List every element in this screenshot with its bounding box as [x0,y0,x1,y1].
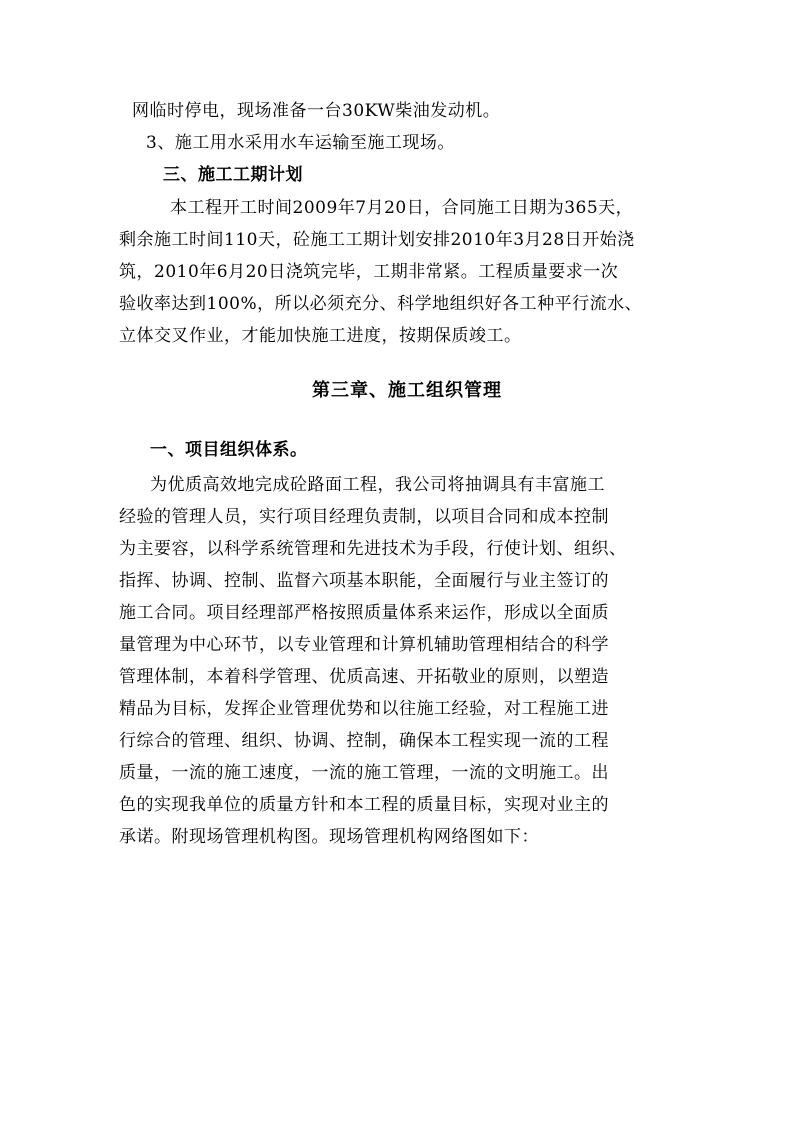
paragraph-line: 经验的管理人员，实行项目经理负责制，以项目合同和成本控制 [119,507,609,527]
paragraph-line: 为优质高效地完成砼路面工程，我公司将抽调具有丰富施工 [150,475,605,495]
section-heading: 一、项目组织体系。 [150,440,308,460]
chapter-title: 第三章、施工组织管理 [312,380,502,401]
paragraph-line: 承诺。附现场管理机构图。现场管理机构网络图如下： [119,827,539,847]
paragraph-line: 剩余施工时间110天，砼施工工期计划安排2010年3月28日开始浇 [119,230,635,250]
paragraph-line: 施工合同。项目经理部严格按照质量体系来运作，形成以全面质 [119,603,609,623]
paragraph-line: 3、施工用水采用水车运输至施工现场。 [146,133,455,153]
paragraph-line: 网临时停电，现场准备一台30KW柴油发动机。 [132,101,501,121]
paragraph-line: 立体交叉作业，才能加快施工进度，按期保质竣工。 [119,326,522,346]
paragraph-line: 本工程开工时间2009年7月20日，合同施工日期为365天， [170,198,634,218]
paragraph-line: 管理体制，本着科学管理、优质高速、开拓敬业的原则，以塑造 [119,667,609,687]
paragraph-line: 色的实现我单位的质量方针和本工程的质量目标，实现对业主的 [119,795,609,815]
paragraph-line: 精品为目标，发挥企业管理优势和以往施工经验，对工程施工进 [119,699,609,719]
paragraph-line: 为主要容，以科学系统管理和先进技术为手段，行使计划、组织、 [119,539,627,559]
paragraph-line: 指挥、协调、控制、监督六项基本职能，全面履行与业主签订的 [119,571,609,591]
section-heading: 三、施工工期计划 [163,165,303,185]
paragraph-line: 行综合的管理、组织、协调、控制，确保本工程实现一流的工程 [119,731,609,751]
paragraph-line: 筑，2010年6月20日浇筑完毕，工期非常紧。工程质量要求一次 [119,262,619,282]
paragraph-line: 验收率达到100%，所以必须充分、科学地组织好各工种平行流水、 [119,294,643,314]
paragraph-line: 量管理为中心环节，以专业管理和计算机辅助管理相结合的科学 [119,635,609,655]
paragraph-line: 质量，一流的施工速度，一流的施工管理，一流的文明施工。出 [119,763,609,783]
